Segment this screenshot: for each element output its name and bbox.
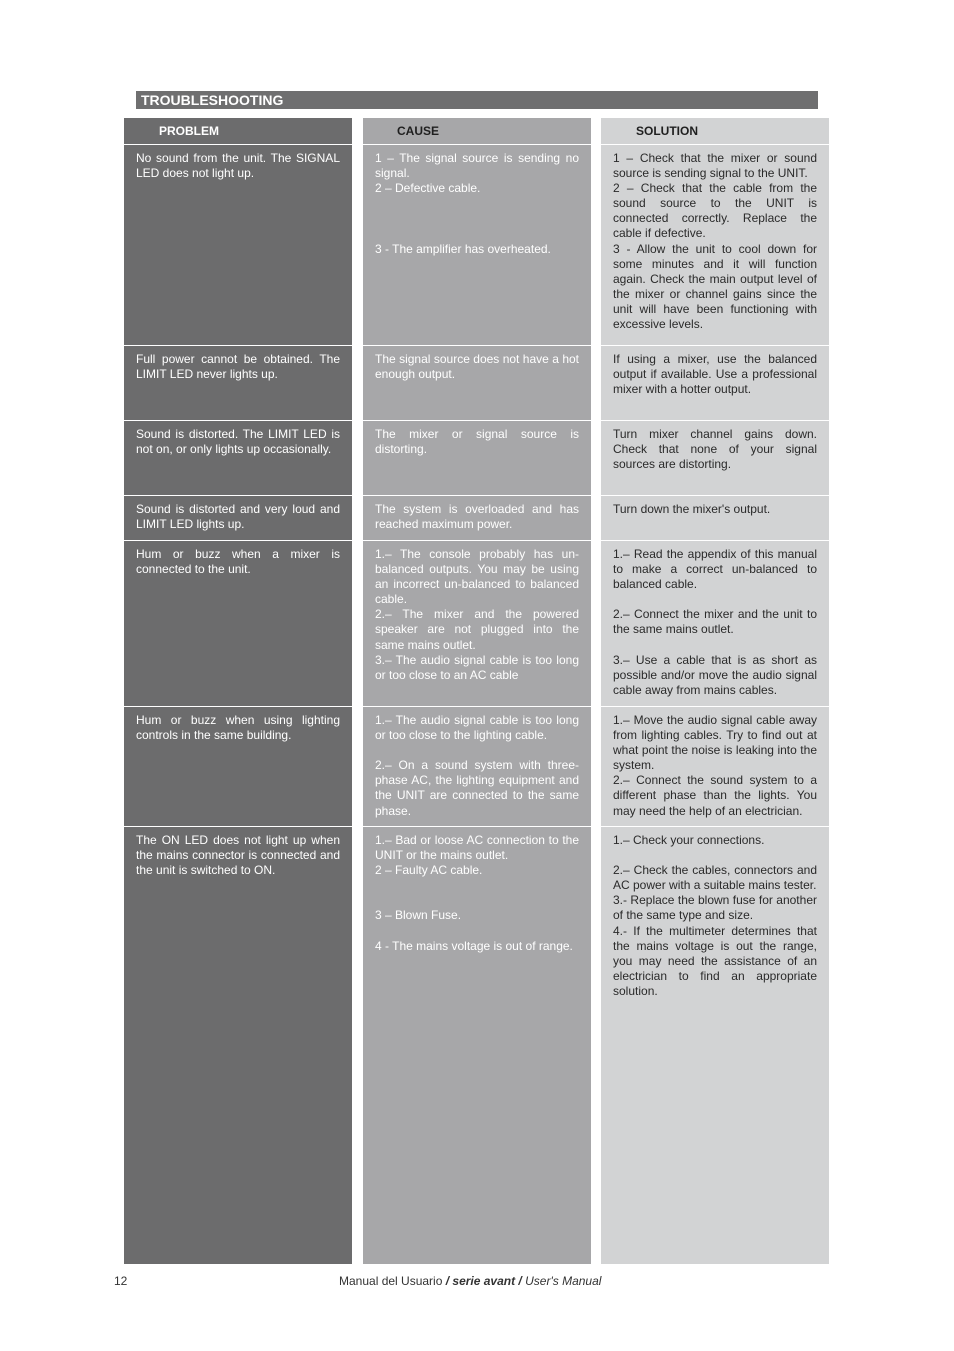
solution-cell	[601, 346, 829, 421]
solution-cell	[601, 496, 829, 541]
solution-paragraph: 2.– Connect the mixer and the unit to the same mains outlet.	[613, 607, 817, 637]
problem-cell	[124, 145, 352, 346]
cause-cell	[363, 496, 591, 541]
cause-column	[363, 118, 591, 1264]
problem-paragraph: Sound is distorted and very loud and LIMIT LED lights up.	[136, 502, 340, 532]
problem-paragraph: Hum or buzz when using lighting controls in the same building.	[136, 713, 340, 743]
problem-cell	[124, 541, 352, 707]
solution-paragraph: If using a mixer, use the balanced output if available. Use a professional mixer with a hotter output.	[613, 352, 817, 397]
problem-cell	[124, 827, 352, 1264]
problem-paragraph: Sound is distorted. The LIMIT LED is not on, or only lights up occasionally.	[136, 427, 340, 457]
problem-cell	[124, 707, 352, 827]
solution-cell	[601, 145, 829, 346]
cause-cell	[363, 421, 591, 496]
page-number: 12	[114, 1274, 128, 1288]
cause-paragraph: 1.– The console probably has un-balanced outputs. You may be using an incorrect un-balanced to balanced cable. 2.– The mixer and the powered speaker are not plugged into the same mains outlet. 3.– The audio signal cable is too long or too close to an AC cable	[375, 547, 579, 682]
solution-column	[601, 118, 829, 1264]
footer-manual-es: Manual del Usuario	[339, 1274, 443, 1288]
cause-paragraph: 1 – The signal source is sending no signal. 2 – Defective cable. 3 - The amplifier has overheated.	[375, 151, 579, 256]
cause-paragraph: The signal source does not have a hot enough output.	[375, 352, 579, 382]
problem-paragraph: Hum or buzz when a mixer is connected to the unit.	[136, 547, 340, 577]
problem-cell	[124, 421, 352, 496]
footer-manual-en: User's Manual	[525, 1274, 602, 1288]
solution-header: SOLUTION	[601, 118, 829, 145]
cause-header: CAUSE	[363, 118, 591, 145]
solution-paragraph: 1 – Check that the mixer or sound source is sending signal to the UNIT. 2 – Check that the cable from the sound source to the UNIT is connected correctly. Replace the cable if defective. 3 - Allow the unit to cool down for some minutes and it will function again. Check the main output level of the mixer or channel gains since the unit will have been functioning with excessive levels.	[613, 151, 817, 332]
cause-paragraph: The mixer or signal source is distorting.	[375, 427, 579, 457]
footer-series: / serie avant /	[442, 1274, 526, 1288]
cause-cell	[363, 827, 591, 1264]
problem-paragraph: Full power cannot be obtained. The LIMIT LED never lights up.	[136, 352, 340, 382]
problem-header: PROBLEM	[124, 118, 352, 145]
solution-paragraph: Turn down the mixer's output.	[613, 502, 771, 516]
problem-cell	[124, 496, 352, 541]
solution-cell	[601, 541, 829, 707]
solution-paragraph: 1.– Move the audio signal cable away from lighting cables. Try to find out at what point the noise is leaking into the system. 2.– Connect the sound system to a different phase than the lights. You may need the help of an electrician.	[613, 713, 817, 818]
cause-cell	[363, 707, 591, 827]
cause-cell	[363, 346, 591, 421]
solution-paragraph: 3.– Use a cable that is as short as possible and/or move the audio signal cable away from mains cables.	[613, 652, 817, 697]
solution-cell	[601, 827, 829, 1264]
cause-paragraph: 1.– Bad or loose AC connection to the UNIT or the mains outlet. 2 – Faulty AC cable. 3 – Blown Fuse. 4 - The mains voltage is out of range.	[375, 833, 579, 953]
solution-paragraph: 1.– Read the appendix of this manual to make a correct un-balanced to balanced cable.	[613, 547, 817, 592]
cause-cell	[363, 541, 591, 707]
solution-paragraph: 2.– Check the cables, connectors and AC power with a suitable mains tester. 3.- Replace the blown fuse for another of the same type and size. 4.- If the multimeter determines that the mains voltage is out the range, you may need the assistance of an electrician to find an appropriate solution.	[613, 863, 817, 998]
solution-cell	[601, 421, 829, 496]
cause-paragraph: 1.– The audio signal cable is too long or too close to the lighting cable.	[375, 713, 579, 743]
cause-paragraph: The system is overloaded and has reached maximum power.	[375, 502, 579, 532]
problem-cell	[124, 346, 352, 421]
cause-cell	[363, 145, 591, 346]
section-title: TROUBLESHOOTING	[136, 91, 818, 109]
solution-paragraph: Turn mixer channel gains down. Check that none of your signal sources are distorting.	[613, 427, 817, 472]
solution-cell	[601, 707, 829, 827]
footer-title	[339, 1274, 601, 1288]
problem-column	[124, 118, 352, 1264]
cause-paragraph: 2.– On a sound system with three-phase AC, the lighting equipment and the UNIT are connected to the same phase.	[375, 758, 579, 818]
problem-paragraph: No sound from the unit. The SIGNAL LED does not light up.	[136, 151, 340, 181]
solution-paragraph: 1.– Check your connections.	[613, 833, 765, 847]
problem-paragraph: The ON LED does not light up when the mains connector is connected and the unit is switched to ON.	[136, 833, 340, 878]
